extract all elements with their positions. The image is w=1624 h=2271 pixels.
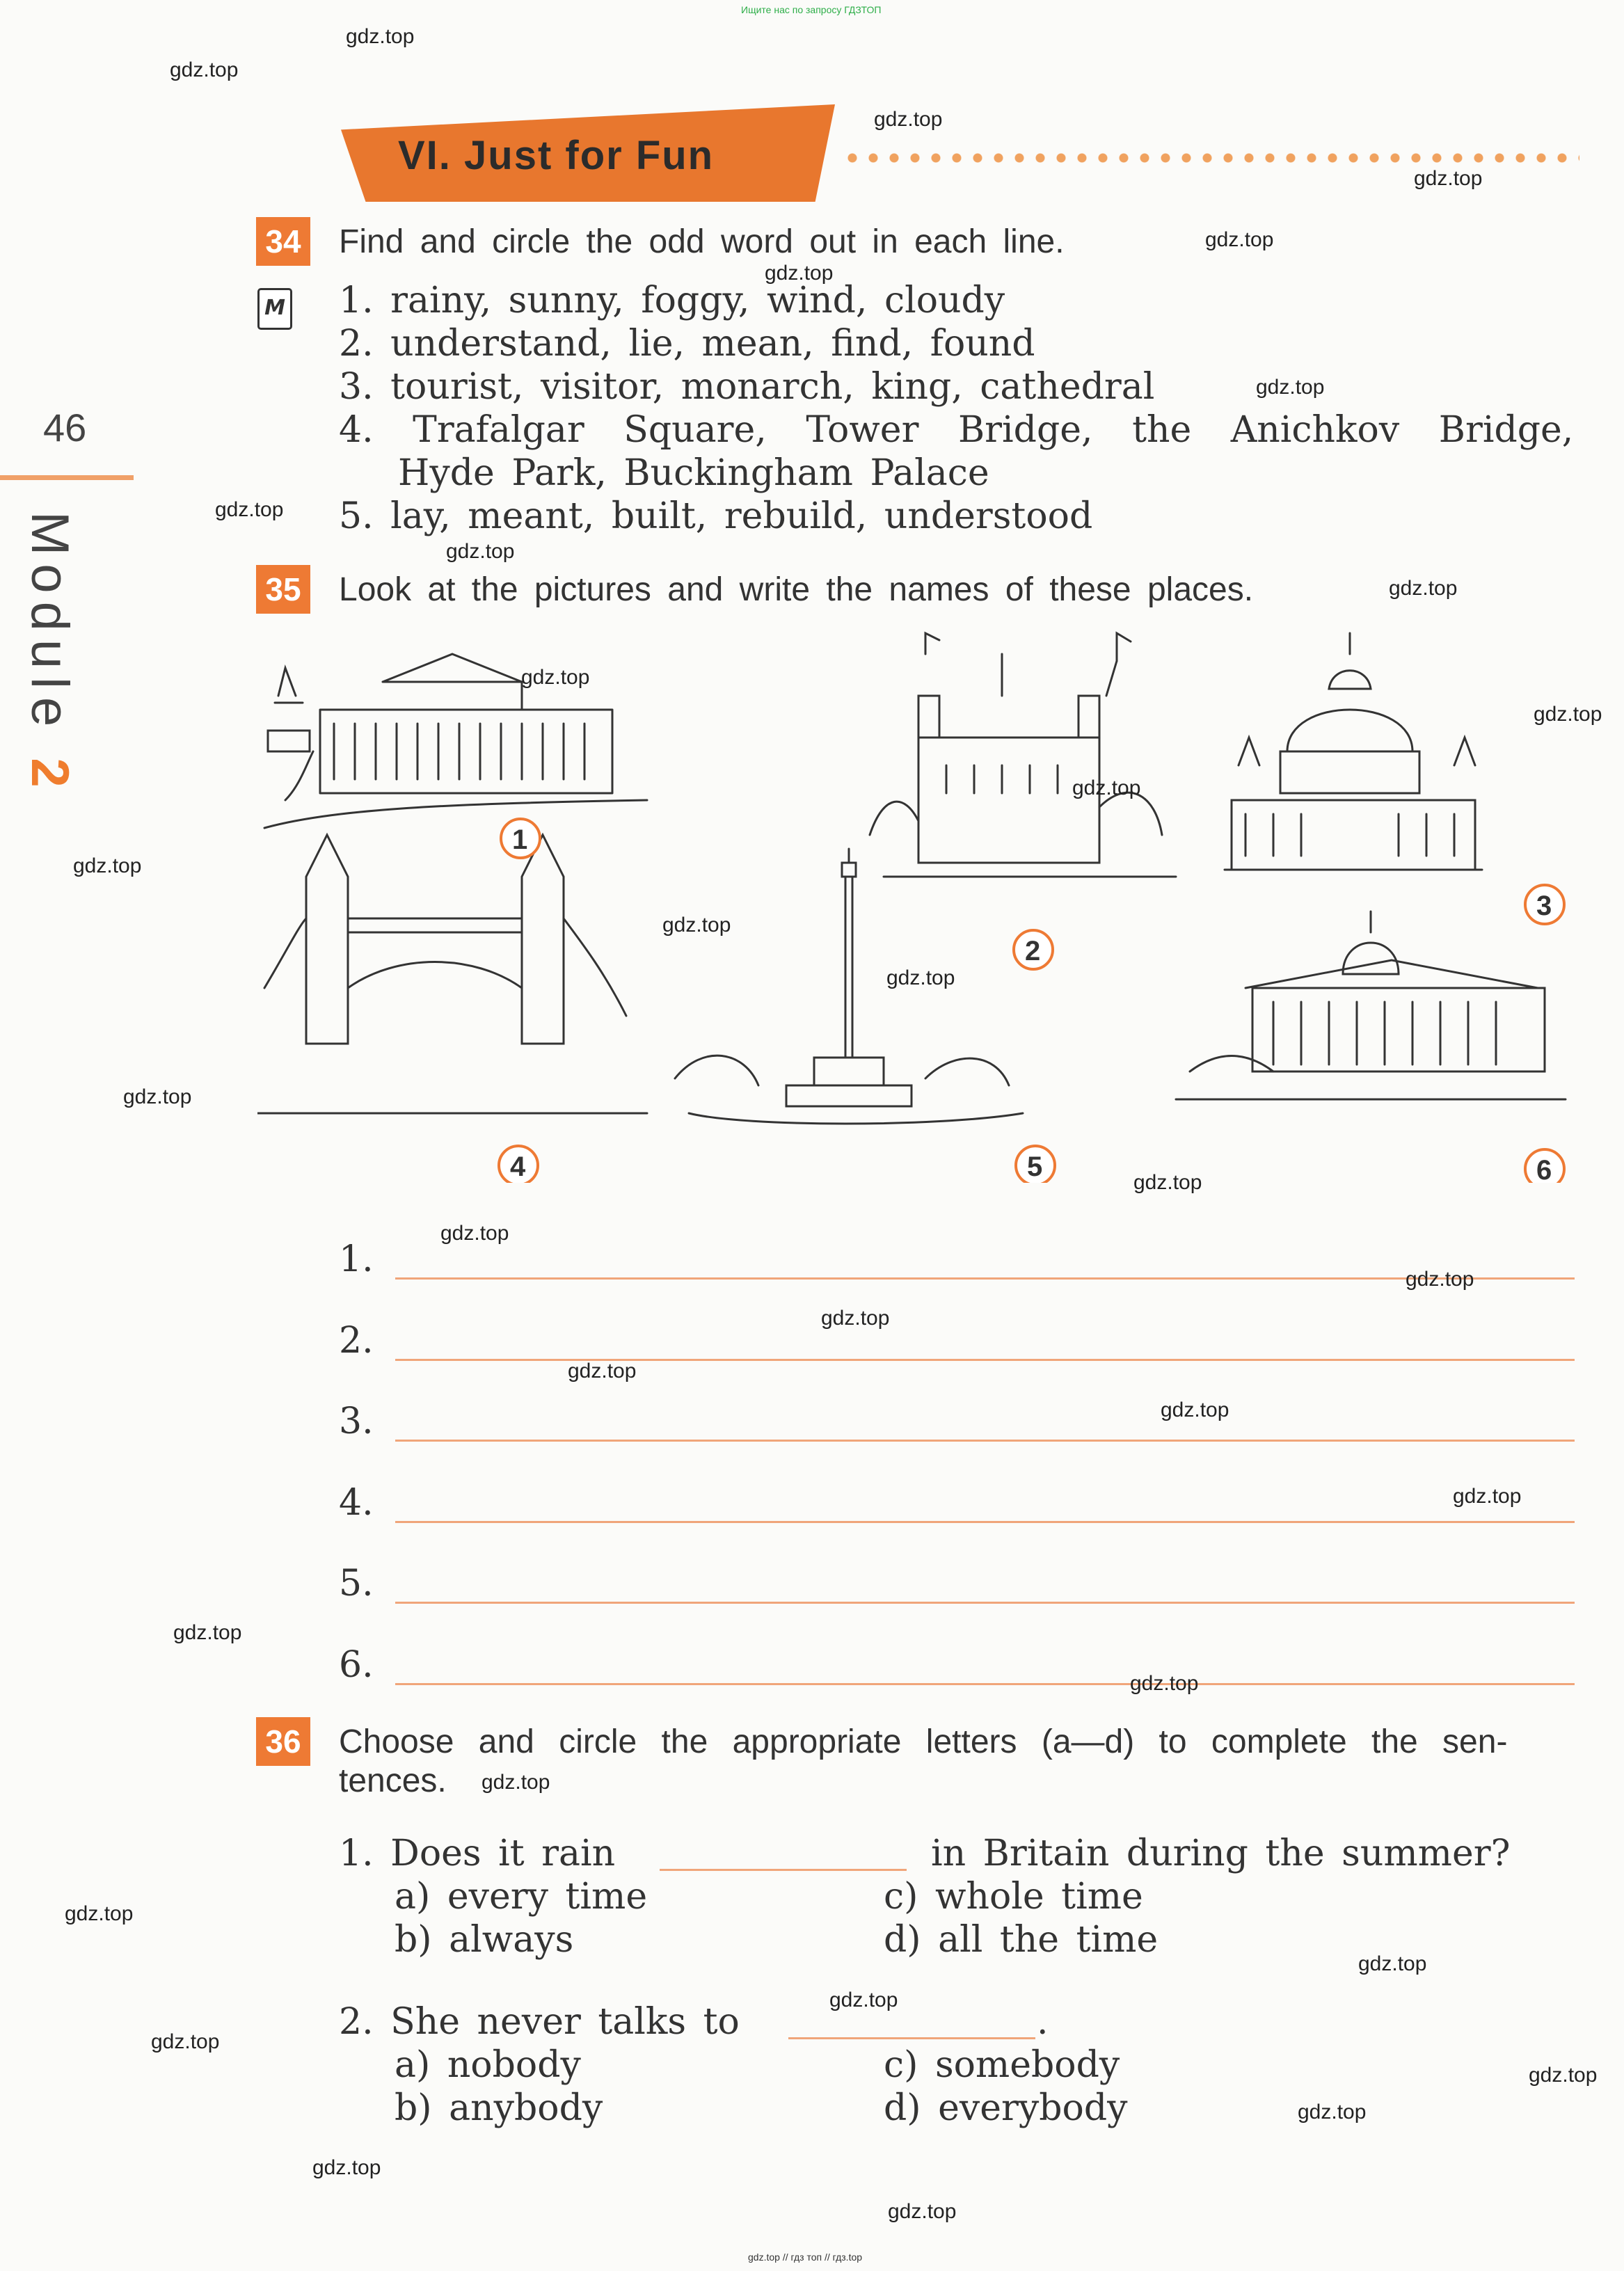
watermark: gdz.top	[312, 2156, 381, 2179]
watermark: gdz.top	[1072, 776, 1141, 799]
watermark: gdz.top	[173, 1621, 242, 1644]
watermark: gdz.top	[151, 2030, 220, 2053]
top-search-note: Ищите нас по запросу ГДЗТОП	[741, 4, 882, 15]
st-pauls-cathedral-drawing	[1225, 633, 1482, 870]
module-label	[19, 511, 80, 796]
answer-line-4[interactable]	[395, 1521, 1575, 1523]
tower-bridge-drawing	[257, 835, 647, 1113]
answer-line-1[interactable]	[395, 1277, 1575, 1280]
answer-3-number: 3.	[339, 1401, 374, 1442]
q1-option-c[interactable]: c) whole time	[884, 1876, 1143, 1918]
watermark: gdz.top	[481, 1771, 550, 1794]
ex34-line-3: 3. tourist, visitor, monarch, king, cathedral	[339, 366, 1155, 408]
answer-2-number: 2.	[339, 1320, 374, 1362]
watermark: gdz.top	[821, 1307, 890, 1330]
module-word: Module	[20, 511, 79, 735]
watermark: gdz.top	[1406, 1268, 1474, 1291]
watermark: gdz.top	[1389, 577, 1458, 600]
watermark: gdz.top	[446, 540, 515, 563]
watermark: gdz.top	[440, 1222, 509, 1245]
watermark: gdz.top	[73, 854, 142, 877]
watermark: gdz.top	[1414, 167, 1483, 190]
picture-1-number: 1	[512, 824, 528, 855]
watermark: gdz.top	[888, 2200, 957, 2223]
picture-5-number: 5	[1027, 1152, 1043, 1182]
exercise-35-number: 35	[256, 565, 310, 614]
watermark: gdz.top	[65, 1902, 134, 1925]
ex34-line-4: 4. Trafalgar Square, Tower Bridge, the Anichkov Bridge,	[339, 409, 1574, 451]
q2-option-c[interactable]: c) somebody	[884, 2044, 1120, 2086]
watermark: gdz.top	[170, 58, 239, 81]
q2-option-a[interactable]: a) nobody	[395, 2044, 581, 2086]
q2-option-b[interactable]: b) anybody	[395, 2087, 603, 2129]
picture-6-number: 6	[1536, 1155, 1552, 1183]
answer-5-number: 5.	[339, 1563, 374, 1604]
picture-3-number: 3	[1536, 891, 1552, 921]
watermark: gdz.top	[1256, 376, 1325, 399]
watermark: gdz.top	[123, 1085, 192, 1108]
section-title: VI. Just for Fun	[398, 133, 715, 178]
q2-stem: 2. She never talks to	[339, 2001, 740, 2043]
watermark: gdz.top	[1298, 2101, 1367, 2123]
exercise-35-instruction: Look at the pictures and write the names of these places.	[339, 571, 1254, 608]
landmark-pictures	[257, 626, 1579, 1183]
picture-4-number: 4	[510, 1152, 526, 1182]
exercise-34-instruction: Find and circle the odd word out in each line.	[339, 223, 1065, 260]
national-gallery-drawing	[1176, 911, 1566, 1099]
answer-line-6[interactable]	[395, 1683, 1575, 1685]
answer-line-5[interactable]	[395, 1602, 1575, 1604]
ex34-line-1: 1. rainy, sunny, foggy, wind, cloudy	[339, 280, 1005, 321]
watermark: gdz.top	[1529, 2064, 1598, 2087]
watermark: gdz.top	[1205, 228, 1274, 251]
watermark: gdz.top	[829, 1989, 898, 2011]
answer-4-number: 4.	[339, 1482, 374, 1524]
watermark: gdz.top	[765, 262, 834, 285]
ex34-line-4-cont: Hyde Park, Buckingham Palace	[398, 452, 989, 494]
watermark: gdz.top	[662, 914, 731, 937]
q1-option-d[interactable]: d) all the time	[884, 1919, 1159, 1961]
margin-rule	[0, 475, 134, 480]
answer-1-number: 1.	[339, 1238, 374, 1280]
answer-line-3[interactable]	[395, 1440, 1575, 1442]
watermark: gdz.top	[346, 25, 415, 48]
ex34-line-5: 5. lay, meant, built, rebuild, understood	[339, 495, 1093, 537]
watermark: gdz.top	[1453, 1485, 1522, 1508]
tower-of-london-drawing	[870, 633, 1176, 877]
watermark: gdz.top	[1358, 1952, 1427, 1975]
q1-stem: 1. Does it rain	[339, 1833, 616, 1874]
q1-option-b[interactable]: b) always	[395, 1919, 574, 1961]
q1-blank[interactable]	[660, 1869, 907, 1871]
watermark: gdz.top	[886, 966, 955, 989]
module-number: 2	[20, 758, 79, 796]
q2-blank[interactable]	[788, 2037, 1035, 2039]
exercise-36-number: 36	[256, 1717, 310, 1766]
dotted-rule	[842, 152, 1579, 164]
watermark: gdz.top	[874, 108, 943, 131]
watermark: gdz.top	[1133, 1171, 1202, 1194]
watermark: gdz.top	[1534, 703, 1602, 726]
q1-option-a[interactable]: a) every time	[395, 1876, 648, 1918]
watermark: gdz.top	[1130, 1672, 1199, 1695]
answer-6-number: 6.	[339, 1644, 374, 1686]
exercise-36-instruction-cont: tences.	[339, 1762, 447, 1799]
exercise-36-instruction: Choose and circle the appropriate letters (a—d) to complete the sen-	[339, 1723, 1508, 1760]
q2-option-d[interactable]: d) everybody	[884, 2087, 1128, 2129]
m-badge-icon: M	[257, 288, 292, 330]
page-number: 46	[43, 406, 87, 449]
q1-stem-end: in Britain during the summer?	[931, 1833, 1511, 1874]
picture-number-circles	[499, 819, 1564, 1183]
exercise-34-number: 34	[256, 217, 310, 266]
watermark: gdz.top	[521, 666, 590, 689]
watermark: gdz.top	[215, 498, 284, 521]
bottom-note: gdz.top // гдз топ // гдз.top	[748, 2252, 863, 2263]
watermark: gdz.top	[1161, 1399, 1229, 1421]
picture-2-number: 2	[1025, 936, 1041, 966]
q2-stem-end: .	[1037, 2001, 1049, 2043]
ex34-line-2: 2. understand, lie, mean, find, found	[339, 323, 1035, 365]
buckingham-palace-drawing	[264, 654, 647, 828]
trafalgar-square-drawing	[675, 849, 1023, 1124]
watermark: gdz.top	[568, 1360, 637, 1382]
